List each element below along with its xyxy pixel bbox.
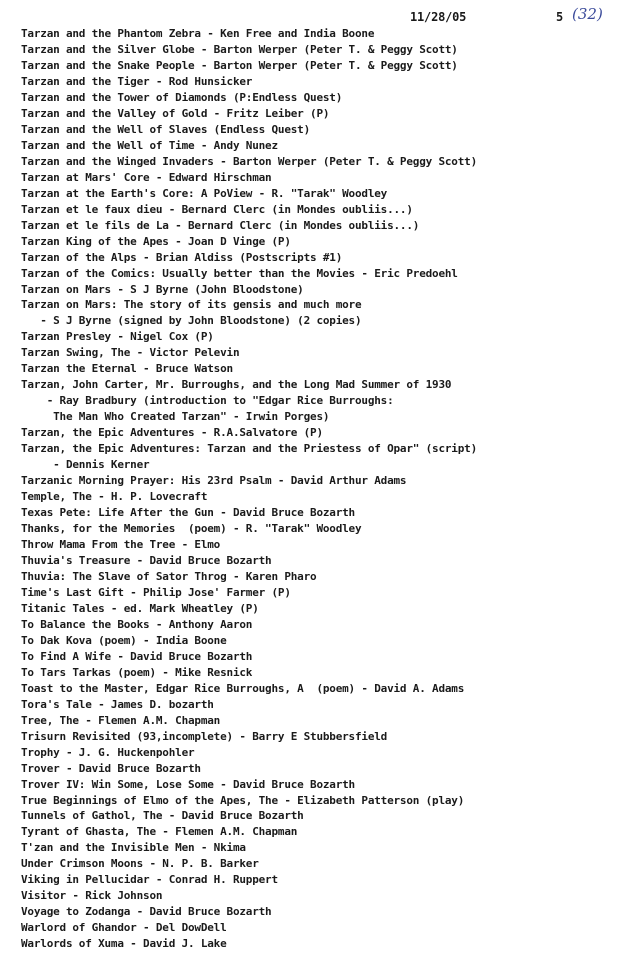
list-item: Tree, The - Flemen A.M. Chapman <box>21 713 221 727</box>
list-item: Under Crimson Moons - N. P. B. Barker <box>21 857 259 871</box>
title-list <box>21 26 617 952</box>
list-item: T'zan and the Invisible Men - Nkima <box>21 841 246 855</box>
list-item: Tarzan, John Carter, Mr. Burroughs, and the Long Mad Summer of 1930 <box>21 378 452 392</box>
list-item: Warlords of Xuma - David J. Lake <box>21 937 227 951</box>
list-item: Tarzan and the Phantom Zebra - Ken Free and India Boone <box>21 27 375 40</box>
list-item: Thuvia's Treasure - David Bruce Bozarth <box>21 553 272 567</box>
list-item: Toast to the Master, Edgar Rice Burroughs, A (poem) - David A. Adams <box>21 681 465 695</box>
list-item: Tarzan et le fils de La - Bernard Clerc (in Mondes oubliis...) <box>21 218 420 232</box>
list-item: Tyrant of Ghasta, The - Flemen A.M. Chapman <box>21 825 298 839</box>
list-item: Tora's Tale - James D. bozarth <box>21 697 214 711</box>
list-item: True Beginnings of Elmo of the Apes, The - Elizabeth Patterson (play) <box>21 793 465 807</box>
list-item: Tarzan and the Winged Invaders - Barton Werper (Peter T. & Peggy Scott) <box>21 154 478 168</box>
list-item: Voyage to Zodanga - David Bruce Bozarth <box>21 905 272 919</box>
list-item: Tarzan Presley - Nigel Cox (P) <box>21 330 214 344</box>
list-item: Tarzan and the Well of Time - Andy Nunez <box>21 138 278 152</box>
list-item: Thanks, for the Memories (poem) - R. "Tarak" Woodley <box>21 522 362 536</box>
list-item: - Ray Bradbury (introduction to "Edgar Rice Burroughs: <box>21 394 394 408</box>
list-item: - S J Byrne (signed by John Bloodstone) (2 copies) <box>21 314 362 328</box>
list-item: Tarzan King of the Apes - Joan D Vinge (P) <box>21 234 291 248</box>
list-item: Tarzan on Mars - S J Byrne (John Bloodstone) <box>21 282 304 296</box>
list-item: Tunnels of Gathol, The - David Bruce Bozarth <box>21 809 304 823</box>
handwritten-page-note: (32) <box>572 5 603 23</box>
list-item: Trophy - J. G. Huckenpohler <box>21 745 195 759</box>
list-item: The Man Who Created Tarzan" - Irwin Porges) <box>21 410 330 424</box>
page-number: 5 <box>556 10 564 24</box>
list-item: Tarzan and the Valley of Gold - Fritz Leiber (P) <box>21 106 330 120</box>
list-item: Tarzan and the Snake People - Barton Werper (Peter T. & Peggy Scott) <box>21 58 458 72</box>
list-item: To Dak Kova (poem) - India Boone <box>21 633 227 647</box>
list-item: Tarzan and the Silver Globe - Barton Werper (Peter T. & Peggy Scott) <box>21 42 458 56</box>
list-item: Tarzan the Eternal - Bruce Watson <box>21 362 233 376</box>
list-item: Throw Mama From the Tree - Elmo <box>21 538 221 551</box>
list-item: To Balance the Books - Anthony Aaron <box>21 617 253 631</box>
list-item: Tarzan at Mars' Core - Edward Hirschman <box>21 170 272 184</box>
list-item: Visitor - Rick Johnson <box>21 889 163 903</box>
list-item: Texas Pete: Life After the Gun - David Bruce Bozarth <box>21 506 355 520</box>
list-item: Thuvia: The Slave of Sator Throg - Karen Pharo <box>21 569 317 583</box>
list-item: To Tars Tarkas (poem) - Mike Resnick <box>21 665 253 679</box>
list-item: Warlord of Ghandor - Del DowDell <box>21 921 227 935</box>
list-item: Tarzan, the Epic Adventures - R.A.Salvatore (P) <box>21 426 323 440</box>
list-item: Temple, The - H. P. Lovecraft <box>21 490 208 504</box>
list-item: Tarzan et le faux dieu - Bernard Clerc (in Mondes oubliis...) <box>21 202 413 216</box>
list-item: Tarzan, the Epic Adventures: Tarzan and the Priestess of Opar" (script) <box>21 442 478 456</box>
list-item: Tarzan Swing, The - Victor Pelevin <box>21 346 240 360</box>
list-item: Tarzan and the Well of Slaves (Endless Quest) <box>21 122 311 136</box>
list-item: Trover IV: Win Some, Lose Some - David Bruce Bozarth <box>21 777 355 791</box>
list-item: Time's Last Gift - Philip Jose' Farmer (P) <box>21 585 291 599</box>
list-item: Tarzan of the Alps - Brian Aldiss (Postscripts #1) <box>21 250 343 264</box>
list-item: Tarzan and the Tiger - Rod Hunsicker <box>21 74 253 88</box>
list-item: To Find A Wife - David Bruce Bozarth <box>21 649 253 663</box>
list-item: Titanic Tales - ed. Mark Wheatley (P) <box>21 601 259 615</box>
list-item: Tarzan at the Earth's Core: A PoView - R. "Tarak" Woodley <box>21 186 388 200</box>
list-item: Tarzanic Morning Prayer: His 23rd Psalm - David Arthur Adams <box>21 474 407 488</box>
list-item: Tarzan on Mars: The story of its gensis and much more <box>21 298 362 312</box>
list-item: Trisurn Revisited (93,incomplete) - Barry E Stubbersfield <box>21 729 388 743</box>
document-date: 11/28/05 <box>410 10 467 24</box>
list-item: Tarzan of the Comics: Usually better than the Movies - Eric Predoehl <box>21 266 458 280</box>
list-item: Trover - David Bruce Bozarth <box>21 761 201 775</box>
list-item: Tarzan and the Tower of Diamonds (P:Endless Quest) <box>21 90 343 104</box>
list-item: Viking in Pellucidar - Conrad H. Ruppert <box>21 873 278 887</box>
list-item: - Dennis Kerner <box>21 458 150 472</box>
